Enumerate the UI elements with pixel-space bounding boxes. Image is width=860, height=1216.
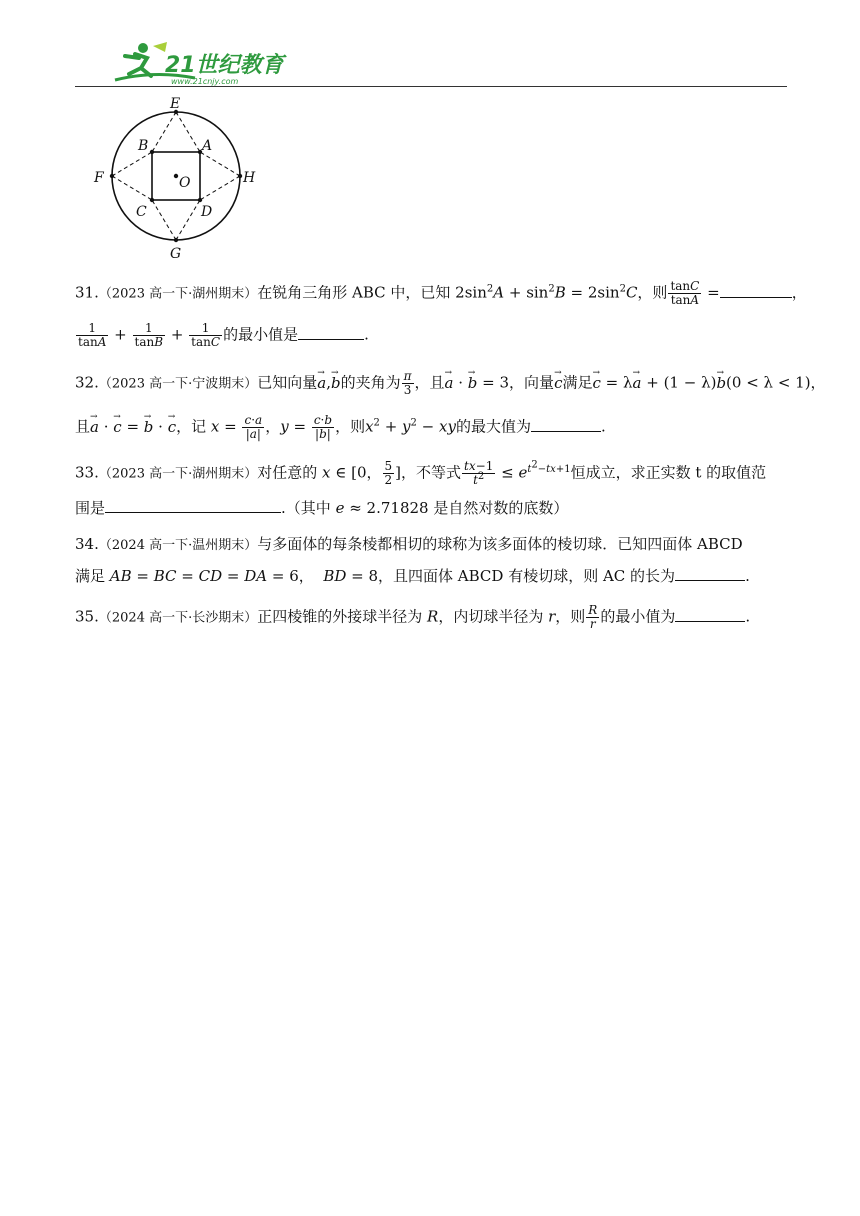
text: . <box>364 325 369 344</box>
logo-url: www.21cnjy.com <box>171 77 239 86</box>
question-33-line2: 围是 .（其中 e ≈ 2.71828 是自然对数的底数） <box>75 499 569 517</box>
fraction: $\frac{\tan C}{\tan A}$ <box>670 279 700 307</box>
text: ，记 <box>176 417 211 436</box>
label-F: F <box>94 170 104 186</box>
text: ，则 <box>335 417 366 436</box>
logo-text: 21世纪教育 <box>165 53 284 78</box>
question-number: 34 <box>75 535 95 553</box>
text: ， <box>791 283 807 302</box>
question-33-line1: 33.（2023 高一下·湖州期末）对任意的 x ∈ [0， $\frac{5}{2}$ ]，不等式 $\frac{tx-1}{t^2}$ ≤ $e^{t^2-tx+1}$恒成立，求正实数 t 的取值范 <box>75 459 767 487</box>
text: 与多面体的每条棱都相切的球称为该多面体的棱切球．已知四面体 ABCD <box>257 535 743 553</box>
text: 在锐角三角形 ABC 中，已知 <box>257 283 456 302</box>
fraction: $\frac{1}{\tan C}$ <box>191 321 221 349</box>
text: ，则 <box>637 283 668 302</box>
answer-blank[interactable] <box>720 283 792 298</box>
answer-blank[interactable] <box>675 566 745 581</box>
text: . <box>600 417 606 436</box>
question-35-line1: 35.（2024 高一下·长沙期末）正四棱锥的外接球半径为 R，内切球半径为 r，则 $\frac{R}{r}$ 的最小值为 . <box>75 603 751 631</box>
label-E: E <box>170 96 181 112</box>
label-A: A <box>202 138 213 154</box>
text: ，则 <box>555 607 586 626</box>
logo <box>95 40 335 86</box>
fraction: $\frac{1}{\tan B}$ <box>134 321 164 349</box>
answer-blank[interactable] <box>105 498 281 513</box>
label-O: O <box>179 175 191 191</box>
text: ，内切球半径为 <box>438 607 549 626</box>
question-number: 31 <box>75 283 95 302</box>
question-source: （2024 高一下·长沙期末） <box>98 610 258 626</box>
question-32-line1: 32.（2023 高一下·宁波期末）已知向量→ a,→ b的夹角为 $\frac{\pi}{3}$ ，且→ a · → b = 3，向量→ c满足→ c = λ→ a + (1 − λ)→ b(0 < λ < 1)， <box>75 370 787 397</box>
label-C: C <box>136 204 147 220</box>
label-H: H <box>243 170 256 186</box>
text: ， <box>265 417 281 436</box>
text: ，且四面体 ABCD 有棱切球，则 AC 的长为 <box>378 567 676 585</box>
text: . <box>745 607 751 626</box>
text: 是自然对数的底数） <box>428 499 569 517</box>
question-number: 35 <box>75 607 95 626</box>
text: 满足 <box>75 567 110 585</box>
text: 的夹角为 <box>340 373 401 392</box>
text: 的最小值为 <box>600 607 676 626</box>
text: ，向量 <box>509 373 555 392</box>
text: ，不等式 <box>401 463 462 482</box>
label-G: G <box>170 246 182 260</box>
fraction: $\frac{1}{\tan A}$ <box>78 321 107 349</box>
text: 已知向量 <box>257 373 318 392</box>
question-source: （2024 高一下·温州期末） <box>98 538 258 553</box>
answer-blank[interactable] <box>531 417 601 432</box>
question-34-line1: 34.（2024 高一下·温州期末）与多面体的每条棱都相切的球称为该多面体的棱切球．已知四面体 ABCD <box>75 535 743 553</box>
text: .（其中 <box>281 499 336 517</box>
text: 围是 <box>75 499 106 517</box>
question-31-line1: 31.（2023 高一下·湖州期末）在锐角三角形 ABC 中，已知 $2\sin^2A + \sin^2B = 2\sin^2C$，则 $\frac{\tan C}{\tan A}$ = ， <box>75 279 807 307</box>
fraction: $\frac{5}{2}$ <box>384 459 393 487</box>
label-D: D <box>201 204 213 220</box>
label-B: B <box>138 138 149 154</box>
question-source: （2023 高一下·湖州期末） <box>98 466 258 482</box>
fraction: $\frac{tx-1}{t^2}$ <box>464 459 494 487</box>
text: 对任意的 <box>257 463 323 482</box>
question-number: 33 <box>75 463 95 482</box>
question-source: （2023 高一下·宁波期末） <box>98 376 258 392</box>
text: 的最大值为 <box>455 417 531 436</box>
text: ，且 <box>414 373 445 392</box>
text: . <box>745 567 750 585</box>
question-number: 32 <box>75 373 95 392</box>
question-34-line2: 满足 AB = BC = CD = DA = 6， BD = 8，且四面体 ABCD 有棱切球，则 AC 的长为 . <box>75 567 750 585</box>
question-source: （2023 高一下·湖州期末） <box>98 286 258 302</box>
answer-blank[interactable] <box>675 607 745 622</box>
text: 的最小值是 <box>223 325 299 344</box>
geometry-figure <box>88 92 268 260</box>
question-31-line2: $\frac{1}{\tan A}$ + $\frac{1}{\tan B}$ + $\frac{1}{\tan C}$ 的最小值是 . <box>78 321 369 349</box>
text: 正四棱锥的外接球半径为 <box>257 607 428 626</box>
page-header <box>75 38 787 88</box>
question-32-line2: 且→ a · → c = → b · → c，记 x = $\frac{c\cdot a}{|a|}$ ，y = $\frac{c\cdot b}{|b|}$ ，则$x^2 + y^2$ − xy的最大值为 . <box>75 414 787 441</box>
text: 且 <box>75 417 91 436</box>
header-divider <box>75 86 787 87</box>
points <box>110 110 242 242</box>
fraction: $\frac{c\cdot a}{|a|}$ <box>244 413 263 441</box>
text: 恒成立，求正实数 t 的取值范 <box>570 463 767 482</box>
fraction: $\frac{\pi}{3}$ <box>403 369 412 397</box>
text: 满足 <box>562 373 593 392</box>
fraction: $\frac{R}{r}$ <box>588 603 598 631</box>
fraction: $\frac{c\cdot b}{|b|}$ <box>313 413 333 441</box>
answer-blank[interactable] <box>298 325 364 340</box>
